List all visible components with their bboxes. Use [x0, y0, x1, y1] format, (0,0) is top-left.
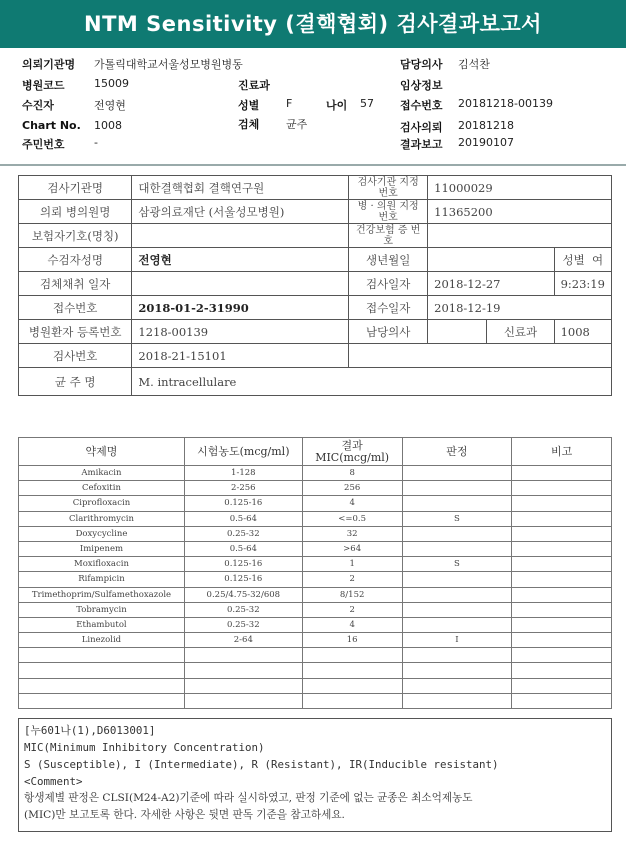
table-row	[19, 602, 612, 617]
receipt-date-value: 2018-12-19	[428, 296, 612, 320]
empty-cell	[512, 648, 612, 663]
client-label: 의뢰 병의원명	[19, 200, 132, 224]
collect-value	[132, 272, 349, 296]
insurer-label: 보험자기호(명칭)	[19, 224, 132, 248]
empty-row	[19, 693, 612, 708]
empty-cell	[512, 663, 612, 678]
cell-range: 0.25-32	[184, 617, 302, 632]
table-row	[19, 633, 612, 648]
lab-label: 검사기관명	[19, 176, 132, 200]
age-value: 57	[360, 97, 374, 110]
cell-note	[512, 511, 612, 526]
report-title: NTM Sensitivity (결핵협회) 검사결과보고서	[0, 0, 626, 48]
hospital-code-label: 병원코드	[22, 79, 65, 92]
cell-interp	[402, 481, 512, 496]
comment-box	[18, 718, 612, 832]
patient-name-value: 전영현	[132, 248, 349, 272]
cell-range: 0.25/4.75-32/608	[184, 587, 302, 602]
table-row	[19, 466, 612, 481]
sensitivity-rows	[19, 466, 612, 709]
cell-drug: Doxycycline	[19, 526, 185, 541]
receipt-date-label: 접수일자	[349, 296, 428, 320]
receipt-no-label: 접수번호	[19, 296, 132, 320]
patient-value: 전영현	[94, 99, 126, 112]
hospital-code-value: 15009	[94, 77, 129, 90]
cell-note	[512, 587, 612, 602]
test-time-value: 9:23:19	[554, 272, 611, 296]
patient-info	[0, 52, 626, 160]
cell-range: 0.5-64	[184, 511, 302, 526]
table-row	[19, 541, 612, 556]
cell-range: 0.125-16	[184, 496, 302, 511]
cell-interp	[402, 526, 512, 541]
cell-drug: Clarithromycin	[19, 511, 185, 526]
empty-cell	[184, 648, 302, 663]
sensitivity-table	[18, 437, 612, 709]
chart-value: 1008	[94, 119, 122, 132]
cell-note	[512, 572, 612, 587]
client-no-label: 병 · 의원 지정번호	[349, 200, 428, 224]
doctor-label: 남당의사	[349, 320, 428, 344]
table-row	[19, 587, 612, 602]
department-label: 진료과	[238, 79, 270, 92]
empty-row	[19, 678, 612, 693]
reg-label: 병원환자 등록번호	[19, 320, 132, 344]
rrn-value: -	[94, 136, 98, 149]
empty-cell	[19, 678, 185, 693]
cell-note	[512, 496, 612, 511]
empty-cell	[512, 693, 612, 708]
report-date-label: 결과보고	[400, 138, 443, 151]
cell-mic: 16	[302, 633, 402, 648]
cell-note	[512, 526, 612, 541]
cell-range: 2-256	[184, 481, 302, 496]
cell-interp	[402, 572, 512, 587]
empty-cell	[19, 693, 185, 708]
cell-drug: Moxifloxacin	[19, 557, 185, 572]
client-value: 삼광의료재단 (서울성모병원)	[132, 200, 349, 224]
table-row	[19, 496, 612, 511]
clinical-label: 임상정보	[400, 79, 443, 92]
empty-cell	[184, 693, 302, 708]
cell-interp	[402, 602, 512, 617]
cell-mic: 1	[302, 557, 402, 572]
receipt-value: 20181218-00139	[458, 97, 553, 110]
organism-value: M. intracellulare	[132, 368, 612, 396]
test-no-label: 검사번호	[19, 344, 132, 368]
cell-range: 0.5-64	[184, 541, 302, 556]
collect-label: 검체채취 일자	[19, 272, 132, 296]
cell-mic: 4	[302, 617, 402, 632]
empty-cell	[402, 678, 512, 693]
request-date-value: 20181218	[458, 119, 514, 132]
cell-range: 0.25-32	[184, 602, 302, 617]
patient-name-label: 수검자성명	[19, 248, 132, 272]
table-row	[19, 617, 612, 632]
cell-drug: Amikacin	[19, 466, 185, 481]
cell-note	[512, 617, 612, 632]
empty-cell	[302, 663, 402, 678]
header-interp: 판정	[402, 438, 512, 466]
sex-label: 성별	[562, 252, 585, 267]
test-date-value: 2018-12-27	[428, 272, 554, 296]
comment-line2: (MIC)만 보고토록 한다. 자세한 사항은 뒷면 판독 기준을 참고하세요.	[24, 809, 345, 821]
comment-label: <Comment>	[24, 775, 83, 788]
header-range: 시험농도(mcg/ml)	[184, 438, 302, 466]
rrn-label: 주민번호	[22, 138, 65, 151]
empty-row	[19, 663, 612, 678]
cell-drug: Imipenem	[19, 541, 185, 556]
cell-mic: 8	[302, 466, 402, 481]
cell-mic: 2	[302, 602, 402, 617]
cell-mic: 256	[302, 481, 402, 496]
empty-cell	[302, 693, 402, 708]
request-date-label: 검사의뢰	[400, 121, 443, 134]
empty-cell	[512, 678, 612, 693]
cell-mic: >64	[302, 541, 402, 556]
empty-cell	[184, 678, 302, 693]
table-row	[19, 557, 612, 572]
lab-no-value: 11000029	[428, 176, 612, 200]
insurer-value	[132, 224, 349, 248]
cell-mic: 32	[302, 526, 402, 541]
specimen-label: 검체	[238, 118, 260, 131]
empty-cell	[19, 663, 185, 678]
cell-range: 0.125-16	[184, 572, 302, 587]
cell-note	[512, 557, 612, 572]
sex-value: 여	[592, 252, 604, 267]
cell-mic: 8/152	[302, 587, 402, 602]
header-mic: 결과 MIC(mcg/ml)	[302, 438, 402, 466]
lab-value: 대한결핵협회 결핵연구원	[132, 176, 349, 200]
age-label: 나이	[326, 99, 348, 112]
institution-label: 의뢰기관명	[22, 58, 76, 71]
empty-cell	[402, 648, 512, 663]
cell-mic: 4	[302, 496, 402, 511]
cell-interp: I	[402, 633, 512, 648]
cell-note	[512, 633, 612, 648]
cell-note	[512, 541, 612, 556]
cell-mic: 2	[302, 572, 402, 587]
receipt-no-value: 2018-01-2-31990	[132, 296, 349, 320]
table-row	[19, 481, 612, 496]
cell-interp	[402, 541, 512, 556]
organism-label: 균 주 명	[19, 368, 132, 396]
receipt-label: 접수번호	[400, 99, 443, 112]
doctor-label: 담당의사	[400, 58, 443, 71]
empty-cell	[349, 344, 612, 368]
comment-legend: S (Susceptible), I (Intermediate), R (Resistant), IR(Inducible resistant)	[24, 758, 499, 771]
dept-value: 1008	[554, 320, 611, 344]
cell-interp	[402, 617, 512, 632]
empty-row	[19, 648, 612, 663]
empty-cell	[302, 678, 402, 693]
birth-value	[428, 248, 554, 272]
table-row	[19, 511, 612, 526]
cell-interp	[402, 496, 512, 511]
cell-drug: Cefoxitin	[19, 481, 185, 496]
cell-range: 1-128	[184, 466, 302, 481]
cell-range: 0.125-16	[184, 557, 302, 572]
sex-label: 성별	[238, 99, 260, 112]
empty-cell	[302, 648, 402, 663]
cell-mic: <=0.5	[302, 511, 402, 526]
empty-cell	[402, 693, 512, 708]
lab-no-label: 검사기관 지정번호	[349, 176, 428, 200]
empty-cell	[184, 663, 302, 678]
header-drug: 약제명	[19, 438, 185, 466]
chart-label: Chart No.	[22, 119, 81, 132]
sex-cell	[554, 248, 611, 272]
table-row	[19, 526, 612, 541]
section-divider	[0, 164, 626, 166]
cell-drug: Rifampicin	[19, 572, 185, 587]
birth-label: 생년월일	[349, 248, 428, 272]
doctor-value	[428, 320, 487, 344]
cell-interp	[402, 466, 512, 481]
cell-drug: Trimethoprim/Sulfamethoxazole	[19, 587, 185, 602]
health-no-label: 건강보험 증 번 호	[349, 224, 428, 248]
cell-range: 0.25-32	[184, 526, 302, 541]
report-date-value: 20190107	[458, 136, 514, 149]
cell-range: 2-64	[184, 633, 302, 648]
cell-drug: Ethambutol	[19, 617, 185, 632]
patient-label: 수진자	[22, 99, 54, 112]
client-no-value: 11365200	[428, 200, 612, 224]
cell-note	[512, 466, 612, 481]
cell-note	[512, 481, 612, 496]
empty-cell	[402, 663, 512, 678]
cell-note	[512, 602, 612, 617]
comment-mic: MIC(Minimum Inhibitory Concentration)	[24, 741, 265, 754]
comment-line1: 항생제별 판정은 CLSI(M24-A2)기준에 따라 실시하였고, 판정 기준에 없는 균종은 최소억제농도	[24, 792, 473, 804]
cell-interp: S	[402, 511, 512, 526]
cell-interp	[402, 587, 512, 602]
test-no-value: 2018-21-15101	[132, 344, 349, 368]
specimen-value: 균주	[286, 118, 308, 131]
comment-code: [누601나(1),D6013001]	[24, 724, 156, 737]
cell-drug: Linezolid	[19, 633, 185, 648]
cell-drug: Ciprofloxacin	[19, 496, 185, 511]
doctor-value: 김석찬	[458, 58, 490, 71]
header-note: 비고	[512, 438, 612, 466]
cell-interp: S	[402, 557, 512, 572]
reg-value: 1218-00139	[132, 320, 349, 344]
health-no-value	[428, 224, 612, 248]
cell-drug: Tobramycin	[19, 602, 185, 617]
dept-label: 신료과	[487, 320, 554, 344]
institution-value: 가톨릭대학교서울성모병원병동	[94, 58, 243, 71]
table-row	[19, 572, 612, 587]
report-info-table	[18, 175, 612, 396]
sex-value: F	[286, 97, 293, 110]
test-date-label: 검사일자	[349, 272, 428, 296]
empty-cell	[19, 648, 185, 663]
